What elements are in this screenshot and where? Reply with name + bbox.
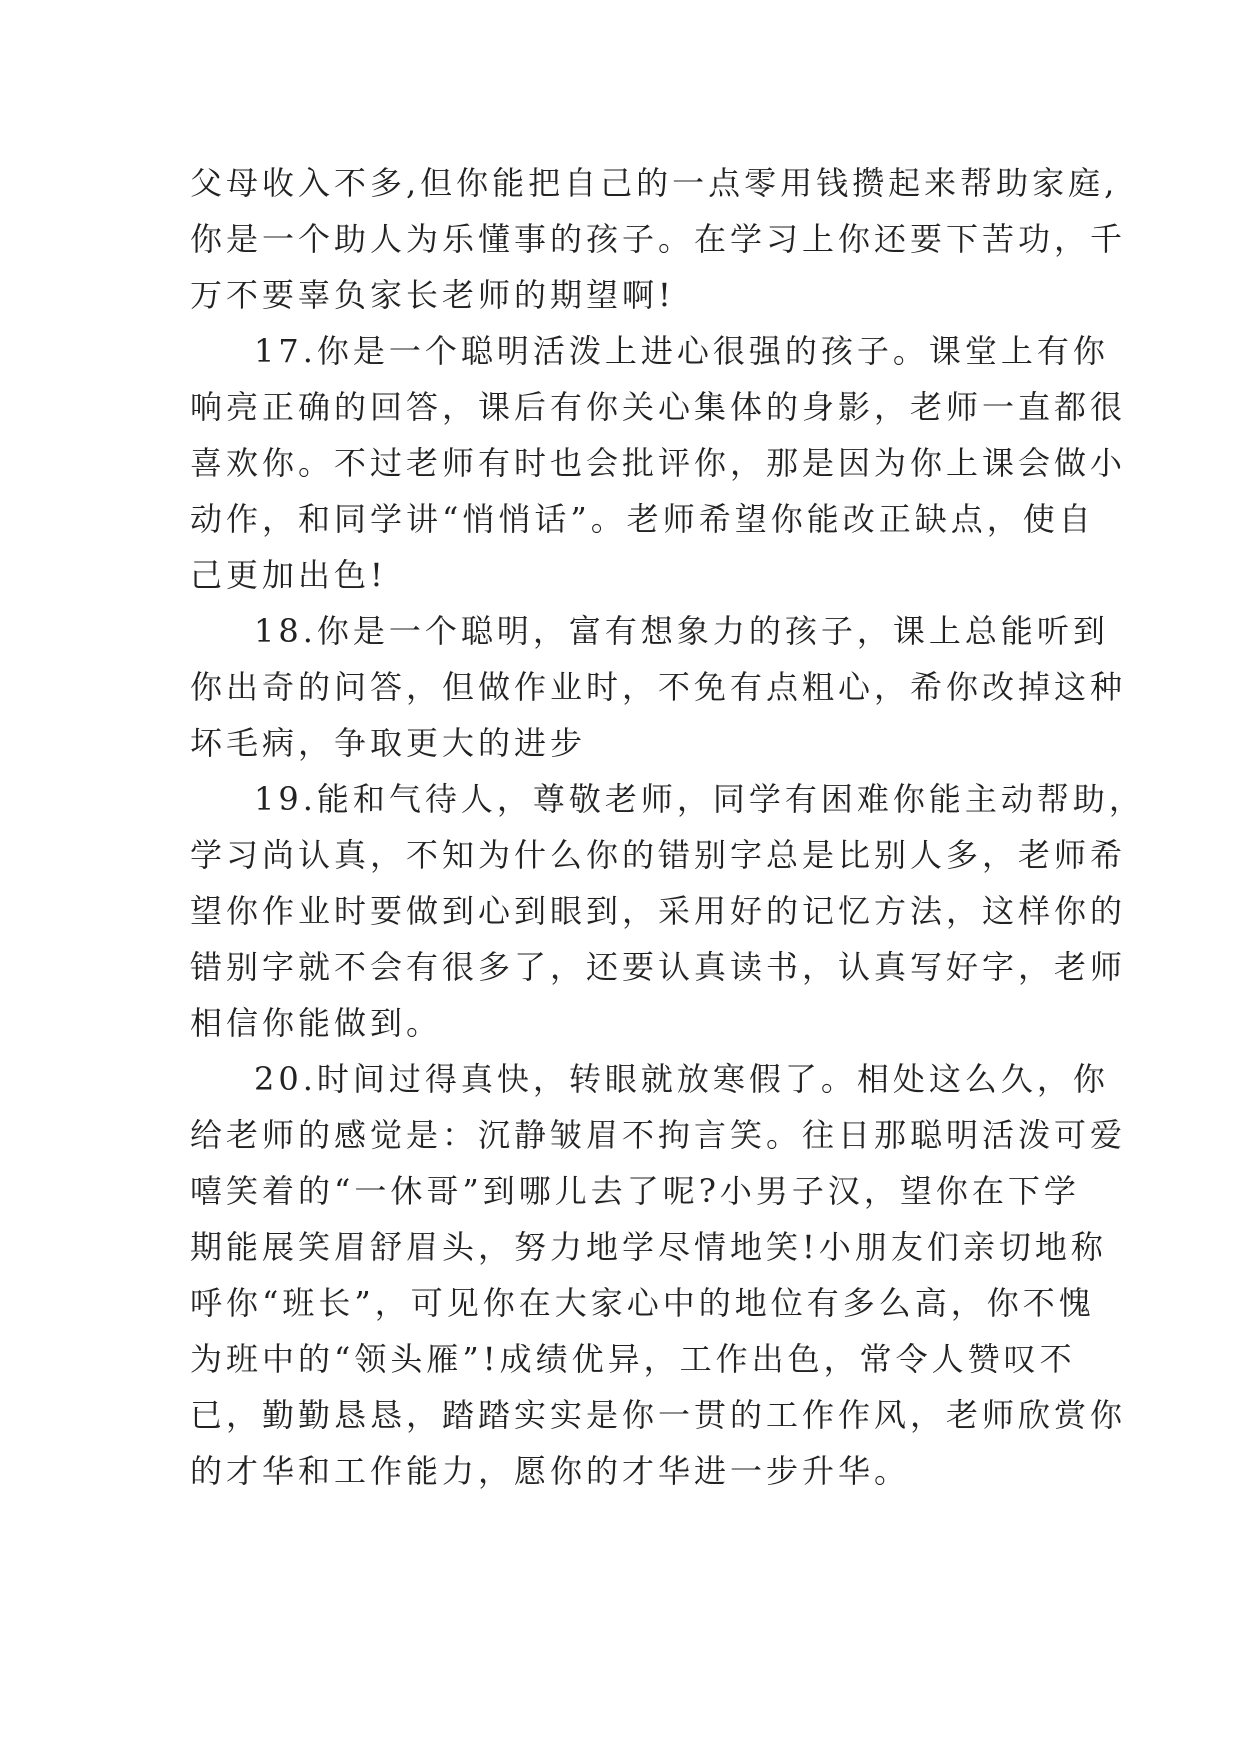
text-line: 的才华和工作能力，愿你的才华进一步升华。 bbox=[190, 1452, 911, 1490]
text-line: 万不要辜负家长老师的期望啊! bbox=[190, 276, 675, 314]
text-line: 期能展笑眉舒眉头，努力地学尽情地笑!小朋友们亲切地称 bbox=[190, 1228, 1107, 1266]
paragraph-item-20 bbox=[190, 1051, 1127, 1499]
paragraph-item-18 bbox=[190, 603, 1127, 771]
text-line: 坏毛病，争取更大的进步 bbox=[190, 724, 587, 762]
text-line: 学习尚认真，不知为什么你的错别字总是比别人多，老师希 bbox=[190, 836, 1127, 874]
text-line: 父母收入不多,但你能把自己的一点零用钱攒起来帮助家庭, bbox=[190, 164, 1119, 202]
text-line: 19.能和气待人，尊敬老师，同学有困难你能主动帮助， bbox=[254, 780, 1145, 818]
document-body bbox=[190, 155, 1145, 1499]
text-line: 响亮正确的回答，课后有你关心集体的身影，老师一直都很 bbox=[190, 388, 1127, 426]
paragraph-continuation bbox=[190, 155, 1127, 323]
text-line: 望你作业时要做到心到眼到，采用好的记忆方法，这样你的 bbox=[190, 892, 1127, 930]
text-line: 为班中的“领头雁”!成绩优异，工作出色，常令人赞叹不 bbox=[190, 1340, 1076, 1378]
text-line: 你出奇的问答，但做作业时，不免有点粗心，希你改掉这种 bbox=[190, 668, 1127, 706]
text-line: 喜欢你。不过老师有时也会批评你，那是因为你上课会做小 bbox=[190, 444, 1127, 482]
text-line: 17.你是一个聪明活泼上进心很强的孩子。课堂上有你 bbox=[254, 332, 1109, 370]
text-line: 已，勤勤恳恳，踏踏实实是你一贯的工作作风，老师欣赏你 bbox=[190, 1396, 1127, 1434]
paragraph-item-19 bbox=[190, 771, 1145, 1051]
text-line: 你是一个助人为乐懂事的孩子。在学习上你还要下苦功，千 bbox=[190, 220, 1127, 258]
text-line: 动作，和同学讲“悄悄话”。老师希望你能改正缺点，使自 bbox=[190, 500, 1095, 538]
text-line: 嘻笑着的“一休哥”到哪儿去了呢?小男子汉，望你在下学 bbox=[190, 1172, 1080, 1210]
text-line: 20.时间过得真快，转眼就放寒假了。相处这么久，你 bbox=[254, 1060, 1109, 1098]
text-line: 错别字就不会有很多了，还要认真读书，认真写好字，老师 bbox=[190, 948, 1127, 986]
text-line: 给老师的感觉是：沉静皱眉不拘言笑。往日那聪明活泼可爱 bbox=[190, 1116, 1127, 1154]
text-line: 己更加出色! bbox=[190, 556, 387, 594]
text-line: 呼你“班长”，可见你在大家心中的地位有多么高，你不愧 bbox=[190, 1284, 1095, 1322]
text-line: 18.你是一个聪明，富有想象力的孩子，课上总能听到 bbox=[254, 612, 1109, 650]
text-line: 相信你能做到。 bbox=[190, 1004, 443, 1042]
paragraph-item-17 bbox=[190, 323, 1127, 603]
